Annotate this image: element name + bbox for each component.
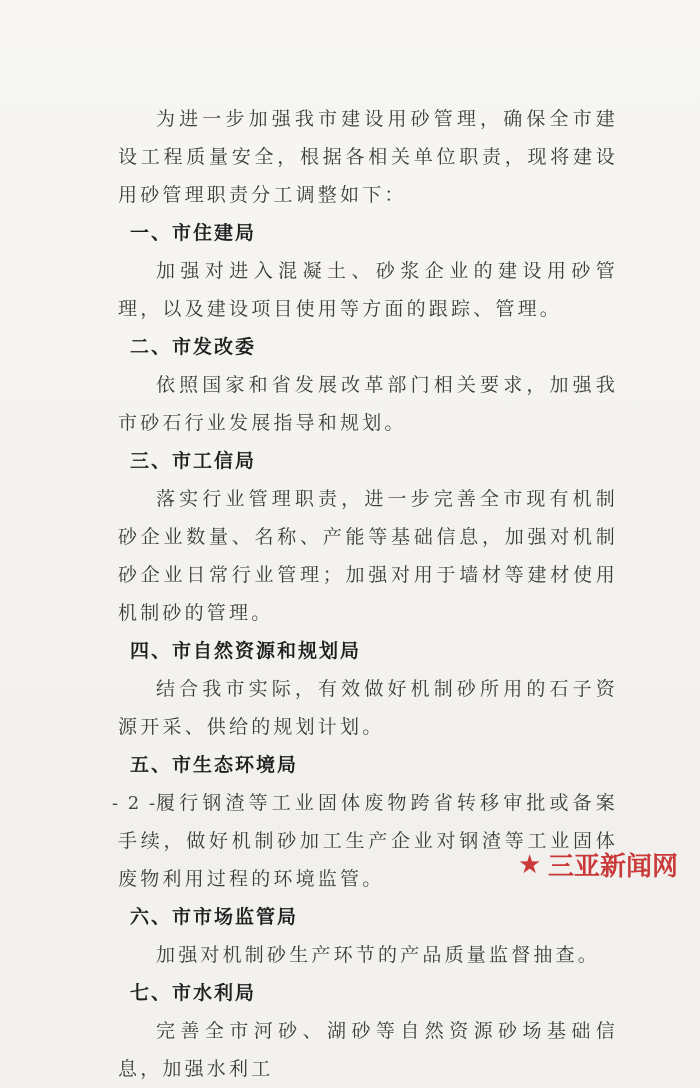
document-content (118, 100, 618, 1088)
section-heading: 七、市水利局 (130, 982, 257, 1004)
section-body: 履行钢渣等工业固体废物跨省转移审批或备案手续，做好机制砂加工生产企业对钢渣等工业固体废物利用过程的环境监管。 (118, 792, 618, 890)
section-heading: 三、市工信局 (130, 450, 257, 472)
section-body: 加强对进入混凝土、砂浆企业的建设用砂管理，以及建设项目使用等方面的跟踪、管理。 (118, 260, 618, 320)
section-heading: 一、市住建局 (130, 222, 257, 244)
section-heading: 四、市自然资源和规划局 (130, 640, 362, 662)
section-body: 落实行业管理职责，进一步完善全市现有机制砂企业数量、名称、产能等基础信息，加强对机制砂企业日常行业管理；加强对用于墙材等建材使用机制砂的管理。 (118, 488, 618, 624)
page-number: - 2 - (112, 793, 158, 814)
intro-paragraph: 为进一步加强我市建设用砂管理，确保全市建设工程质量安全，根据各相关单位职责，现将建设用砂管理职责分工调整如下： (118, 108, 618, 206)
section-heading: 六、市市场监管局 (130, 906, 299, 928)
section-heading: 二、市发改委 (130, 336, 257, 358)
watermark (518, 846, 678, 883)
section-body: 加强对机制砂生产环节的产品质量监督抽查。 (156, 944, 601, 966)
section-body: 结合我市实际，有效做好机制砂所用的石子资源开采、供给的规划计划。 (118, 678, 618, 738)
watermark-text: 三亚新闻网 (547, 852, 678, 882)
section-body: 依照国家和省发展改革部门相关要求，加强我市砂石行业发展指导和规划。 (118, 374, 618, 434)
section-body: 完善全市河砂、湖砂等自然资源砂场基础信息，加强水利工 (118, 1020, 618, 1080)
star-logo-icon: ★ (517, 849, 542, 880)
section-heading: 五、市生态环境局 (130, 754, 299, 776)
